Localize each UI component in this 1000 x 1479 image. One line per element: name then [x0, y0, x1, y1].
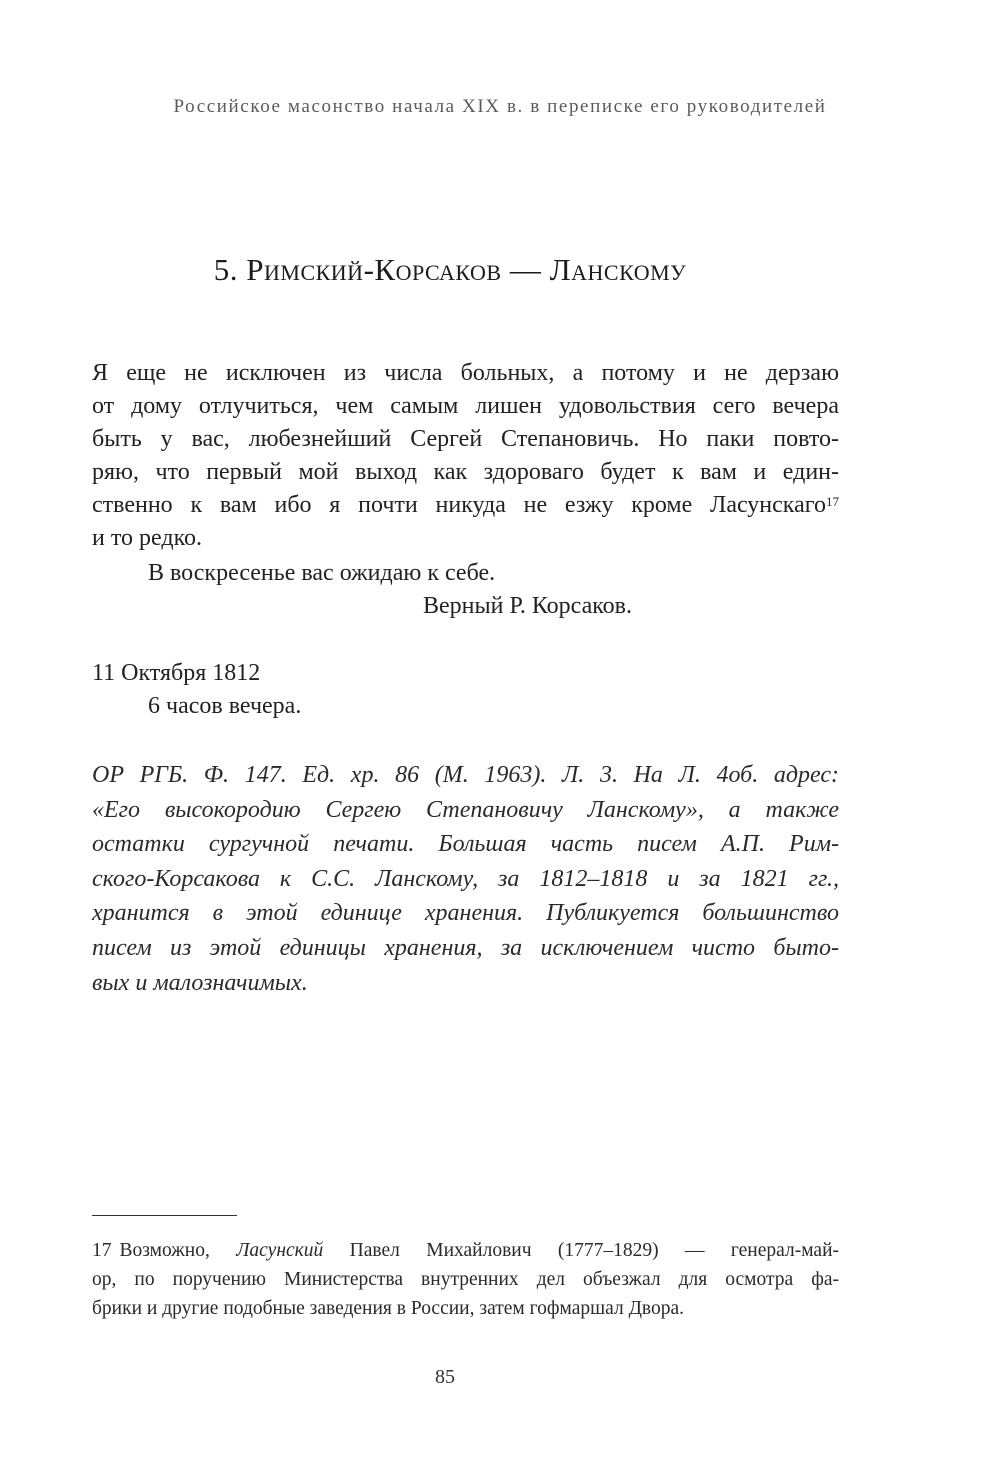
source-line: писем из этой единицы хранения, за исключением чисто быто-	[92, 934, 839, 961]
letter-signature: Верный Р. Корсаков.	[423, 593, 633, 619]
letter-greeting: В воскресенье вас ожидаю к себе.	[148, 560, 496, 586]
source-line: ского-Корсакова к С.С. Ланскому, за 1812–1818 и за 1821 гг.,	[92, 865, 839, 892]
source-line: ОР РГБ. Ф. 147. Ед. хр. 86 (М. 1963). Л. 3. На Л. 4об. адрес:	[92, 762, 839, 788]
source-line: вых и малозначимых.	[92, 969, 308, 996]
letter-line: от дому отлучиться, чем самым лишен удовольствия сего вечера	[92, 393, 839, 419]
letter-time: 6 часов вечера.	[148, 693, 302, 719]
footnote-line	[92, 1236, 839, 1265]
footnote-number: 17	[92, 1240, 112, 1261]
source-line: «Его высокородию Сергею Степановичу Ланскому», а также	[92, 796, 839, 823]
letter-line: и то редко.	[92, 525, 203, 551]
letter-line: Я еще не исключен из числа больных, а потому и не дерзаю	[92, 360, 839, 386]
page-number: 85	[435, 1366, 455, 1388]
footnote-line: ор, по поручению Министерства внутренних дел объезжал для осмотра фа-	[92, 1269, 839, 1290]
letter-body	[92, 357, 839, 555]
footnote-line: брики и другие подобные заведения в России, затем гофмаршал Двора.	[92, 1298, 684, 1319]
footnote-reference[interactable]: 17	[826, 494, 839, 509]
footnote-person-name: Ласунский	[236, 1240, 324, 1261]
running-head: Российское масонство начала XIX в. в переписке его руководителей	[173, 96, 827, 117]
footnote	[92, 1236, 839, 1323]
footnote-text: Павел Михайлович (1777–1829) — генерал-май-	[349, 1240, 839, 1261]
source-line: остатки сургучной печати. Большая часть писем А.П. Рим-	[92, 831, 839, 858]
letter-line: ряю, что первый мой выход как здороваго будет к вам и един-	[92, 459, 839, 485]
source-note	[92, 758, 839, 1000]
source-line: хранится в этой единице хранения. Публикуется большинство	[92, 900, 839, 927]
footnote-lead: Возможно,	[119, 1240, 210, 1261]
letter-date: 11 Октября 1812	[92, 660, 261, 686]
chapter-title: 5. Римский-Корсаков — Ланскому	[213, 252, 687, 287]
footnote-divider	[92, 1215, 237, 1216]
letter-line-text: ственно к вам ибо я почти никуда не езжу кроме Ласунскаго	[92, 492, 826, 518]
letter-line: быть у вас, любезнейший Сергей Степановичь. Но паки повто-	[92, 426, 839, 452]
letter-line	[92, 489, 839, 522]
